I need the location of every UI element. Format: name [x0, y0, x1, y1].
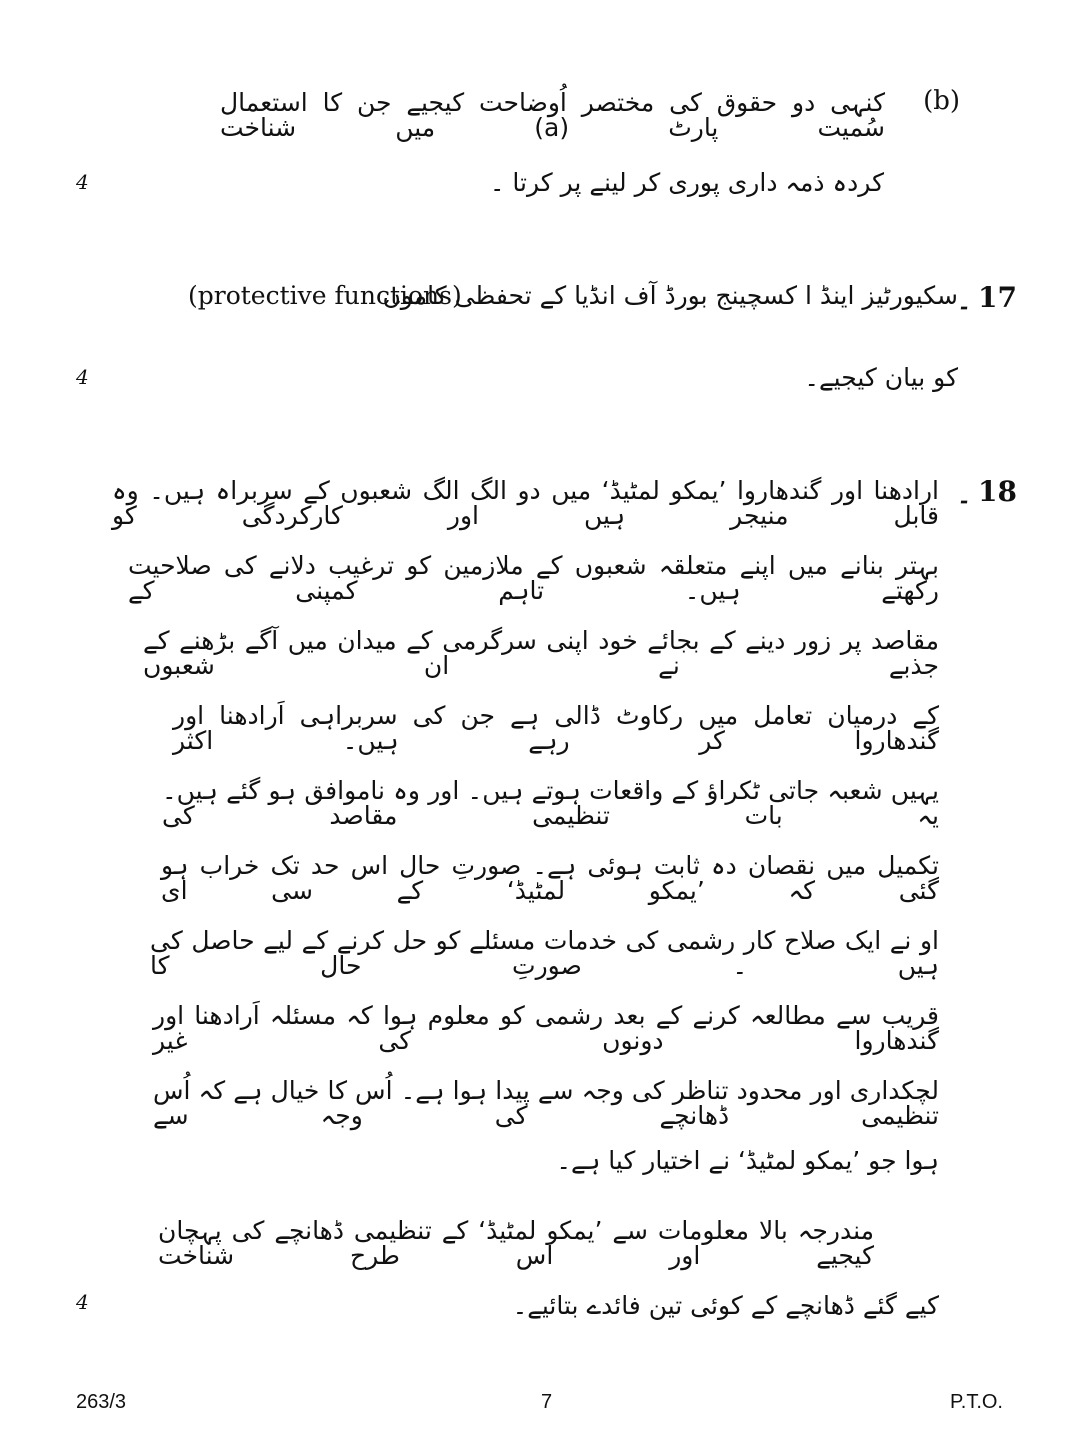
- question-17-dash: ۔: [957, 286, 972, 315]
- question-17-number: 17: [978, 281, 1017, 314]
- question-18-paragraph-line: ہوا جو ’یمکو لمٹیڈ‘ نے اختیار کیا ہے۔: [556, 1146, 939, 1175]
- question-17-line-2: کو بیان کیجیے۔: [804, 363, 958, 392]
- question-18-instruction-line-2: کیے گئے ڈھانچے کے کوئی تین فائدے بتائیے۔: [512, 1291, 939, 1320]
- question-17-protective-functions-term: (protective functions): [188, 281, 462, 310]
- question-16b-marks: 4: [76, 170, 89, 194]
- question-18-paragraph-line: بہتر بنانے میں اپنے متعلقہ شعبوں کے ملازمین کو ترغیب دلانے کی صلاحیت رکھتے ہیں۔ تاہم کمپنی کے: [128, 551, 939, 605]
- page-number: 7: [541, 1391, 553, 1413]
- question-18-paragraph-line: یہیں شعبہ جاتی ٹکراؤ کے واقعات ہوتے ہیں۔ اور وہ ناموافق ہو گئے ہیں۔ یہ بات تنظیمی مقاصد کی: [162, 776, 939, 830]
- question-17-marks: 4: [76, 365, 89, 389]
- question-16b-line-1: کنہی دو حقوق کی مختصر اُوضاحت کیجیے جن کا استعمال سُمیت پارٹ (a) میں شناخت: [220, 88, 885, 142]
- question-18-paragraph-line: لچکداری اور محدود تناظر کی وجہ سے پیدا ہوا ہے۔ اُس کا خیال ہے کہ اُس تنظیمی ڈھانچے کی وجہ سے: [153, 1076, 939, 1130]
- question-17-line-1: سکیورٹیز اینڈ ا کسچینج بورڈ آف انڈیا کے تحفظی کاموں: [382, 281, 958, 310]
- question-18-paragraph-line: تکمیل میں نقصان دہ ثابت ہوئی ہے۔ صورتِ حال اس حد تک خراب ہو گئی کہ ’یمکو لمٹیڈ‘ کے سی ای: [161, 851, 939, 905]
- question-18-paragraph-line: ارادھنا اور گندھاروا ’یمکو لمٹیڈ‘ میں دو الگ الگ شعبوں کے سربراہ ہیں۔ وہ قابل منیجر ہیں اور کارکردگی کو: [112, 476, 939, 530]
- question-18-marks: 4: [76, 1290, 89, 1314]
- question-18-dash: ۔: [957, 480, 972, 509]
- question-18-instruction-line-1: مندرجہ بالا معلومات سے ’یمکو لمٹیڈ‘ کے تنظیمی ڈھانچے کی پہچان کیجیے اور اس طرح شناخت: [158, 1216, 874, 1270]
- please-turn-over: P.T.O.: [950, 1391, 1003, 1413]
- question-16b-line-2: کردہ ذمہ داری پوری کر لینے پر کرتا ۔: [489, 168, 884, 197]
- paper-code: 263/3: [76, 1391, 127, 1413]
- question-18-paragraph-line: کے درمیان تعامل میں رکاوٹ ڈالی ہے جن کی سربراہی اَرادھنا اور گندھاروا کر رہے ہیں۔ اکثر: [173, 701, 939, 755]
- question-18-number: 18: [978, 475, 1017, 508]
- question-18-paragraph-line: مقاصد پر زور دینے کے بجائے خود اپنی سرگرمی کے میدان میں آگے بڑھنے کے جذبے نے ان شعبوں: [143, 626, 939, 680]
- question-18-paragraph-line: او نے ایک صلاح کار رشمی کی خدمات مسئلے کو حل کرنے کے لیے حاصل کی ہیں ۔ صورتِ حال کا: [150, 926, 939, 980]
- question-16b-label: (b): [923, 86, 960, 116]
- question-18-paragraph-line: قریب سے مطالعہ کرنے کے بعد رشمی کو معلوم ہوا کہ مسئلہ اَرادھنا اور گندھاروا دونوں کی غیر: [153, 1001, 939, 1055]
